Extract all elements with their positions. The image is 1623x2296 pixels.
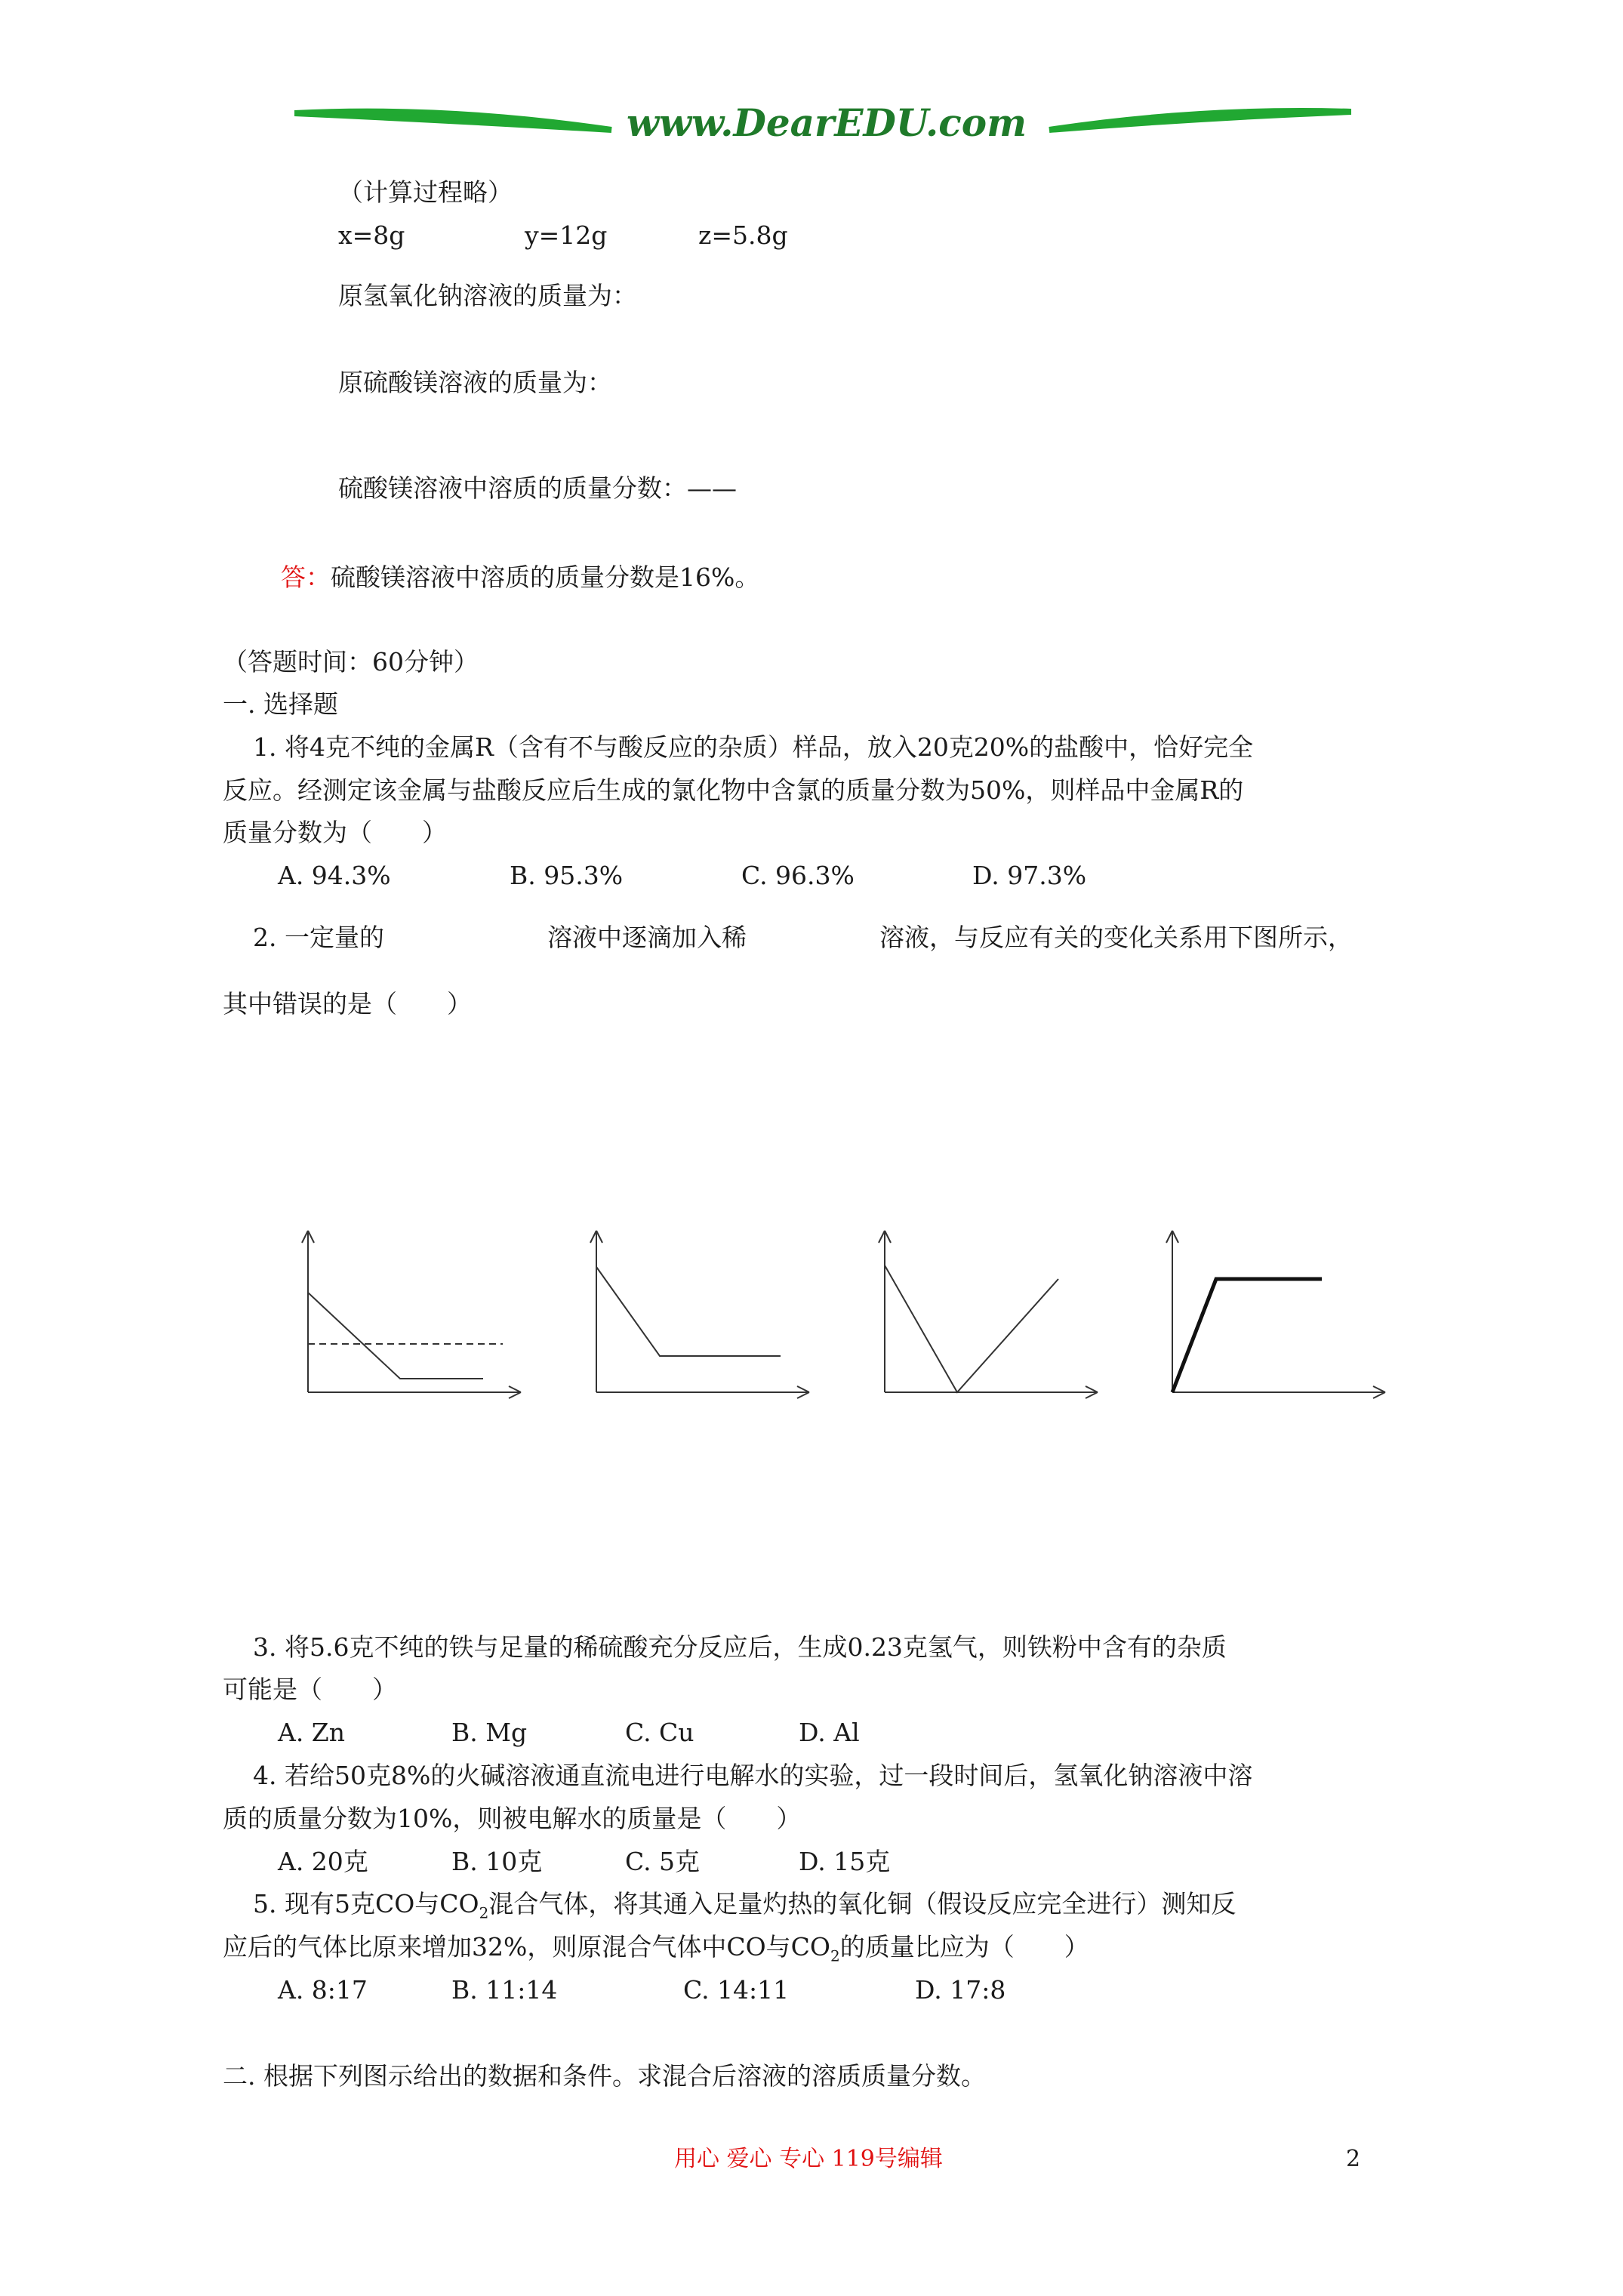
q5-line2-a: 应后的气体比原来增加32%，则原混合气体中CO与CO <box>223 1932 830 1962</box>
q5-line1-b: 混合气体，将其通入足量灼热的氧化铜（假设反应完全进行）测知反 <box>488 1889 1236 1918</box>
q1-option-c: C. 96.3% <box>741 861 855 890</box>
q5-option-b: B. 11:14 <box>451 1975 558 2005</box>
graph-b-curve <box>596 1267 781 1356</box>
q3-line2: 可能是（ ） <box>223 1675 397 1704</box>
graph-c-y-arrow-right <box>885 1231 891 1243</box>
q4-line2: 质的质量分数为10%，则被电解水的质量是（ ） <box>223 1804 802 1833</box>
q5-line1-a: 5. 现有5克CO与CO <box>253 1889 479 1918</box>
q5-line1-sub: 2 <box>479 1903 489 1922</box>
value-y: y=12g <box>525 220 608 250</box>
graph-c-y-arrow-left <box>879 1231 885 1243</box>
fraction-line: 硫酸镁溶液中溶质的质量分数：—— <box>338 473 737 503</box>
site-logo: www.DearEDU.com <box>626 100 1027 145</box>
answer-line <box>281 562 759 593</box>
right-swoosh <box>1049 111 1351 130</box>
q1-option-a: A. 94.3% <box>278 861 391 890</box>
graph-b-y-arrow-left <box>590 1231 596 1243</box>
q1-option-b: B. 95.3% <box>510 861 624 890</box>
graph-b <box>575 1223 817 1404</box>
graph-c <box>864 1223 1105 1404</box>
page-number: 2 <box>1346 2146 1361 2172</box>
q4-option-b: B. 10克 <box>451 1847 543 1876</box>
q5-line2 <box>223 1932 1089 1971</box>
graph-a-x-arrow-top <box>509 1386 521 1392</box>
graph-d-x-arrow-top <box>1373 1386 1385 1392</box>
q5-option-d: D. 17:8 <box>915 1975 1006 2005</box>
q3-option-c: C. Cu <box>625 1718 694 1747</box>
q5-option-c: C. 14:11 <box>683 1975 790 2005</box>
q3-option-d: D. Al <box>799 1718 860 1747</box>
answer-time: （答题时间：60分钟） <box>223 647 479 676</box>
section-1-title: 一. 选择题 <box>223 689 338 719</box>
footer-text: 用心 爱心 专心 119号编辑 <box>674 2146 943 2172</box>
q5-line1 <box>253 1889 1236 1928</box>
calc-note: （计算过程略） <box>338 177 513 207</box>
value-x: x=8g <box>338 220 405 250</box>
graph-d-curve <box>1172 1279 1322 1392</box>
graph-b-x-arrow-top <box>797 1386 809 1392</box>
graph-c-x-arrow-top <box>1086 1386 1098 1392</box>
q2-line2: 其中错误的是（ ） <box>223 989 472 1019</box>
q1-line3: 质量分数为（ ） <box>223 818 447 847</box>
q4-option-d: D. 15克 <box>799 1847 891 1876</box>
q1-line2: 反应。经测定该金属与盐酸反应后生成的氯化物中含氯的质量分数为50%，则样品中金属R的 <box>223 775 1244 805</box>
graph-c-x-arrow-bottom <box>1086 1392 1098 1398</box>
graph-d-x-arrow-bottom <box>1373 1392 1385 1398</box>
q3-line1: 3. 将5.6克不纯的铁与足量的稀硫酸充分反应后，生成0.23克氢气，则铁粉中含有的杂质 <box>253 1632 1227 1662</box>
graph-d-y-arrow-right <box>1172 1231 1178 1243</box>
graph-a-curve <box>308 1293 483 1379</box>
q4-option-c: C. 5克 <box>625 1847 701 1876</box>
q1-option-d: D. 97.3% <box>972 861 1087 890</box>
graph-d <box>1151 1223 1393 1404</box>
header-banner <box>294 91 1351 151</box>
q4-option-a: A. 20克 <box>278 1847 368 1876</box>
answer-text: 硫酸镁溶液中溶质的质量分数是16%。 <box>331 562 760 592</box>
graph-b-x-arrow-bottom <box>797 1392 809 1398</box>
q5-line2-sub: 2 <box>830 1946 840 1965</box>
naoh-mass-line: 原氢氧化钠溶液的质量为： <box>338 281 637 310</box>
graph-a-y-arrow-right <box>308 1231 314 1243</box>
q5-option-a: A. 8:17 <box>278 1975 368 2005</box>
value-z: z=5.8g <box>698 220 788 250</box>
graph-b-y-arrow-right <box>596 1231 602 1243</box>
answer-label: 答： <box>281 562 331 592</box>
section-2-title: 二. 根据下列图示给出的数据和条件。求混合后溶液的溶质质量分数。 <box>223 2061 986 2091</box>
graph-c-curve <box>885 1265 1058 1392</box>
q2-part1: 2. 一定量的 <box>253 923 384 952</box>
q2-part2: 溶液中逐滴加入稀 <box>547 923 747 952</box>
q3-option-a: A. Zn <box>278 1718 345 1747</box>
graph-a <box>287 1223 528 1404</box>
graph-a-x-arrow-bottom <box>509 1392 521 1398</box>
left-swoosh <box>294 112 611 130</box>
q5-line2-b: 的质量比应为（ ） <box>839 1932 1089 1962</box>
mgso4-mass-line: 原硫酸镁溶液的质量为： <box>338 368 612 397</box>
q1-line1: 1. 将4克不纯的金属R（含有不与酸反应的杂质）样品，放入20克20%的盐酸中，恰好完全 <box>253 732 1254 762</box>
q2-part3: 溶液，与反应有关的变化关系用下图所示， <box>879 923 1353 952</box>
graph-d-y-arrow-left <box>1166 1231 1172 1243</box>
q3-option-b: B. Mg <box>451 1718 528 1747</box>
graph-a-y-arrow-left <box>302 1231 308 1243</box>
q4-line1: 4. 若给50克8%的火碱溶液通直流电进行电解水的实验，过一段时间后，氢氧化钠溶液中溶 <box>253 1761 1253 1790</box>
